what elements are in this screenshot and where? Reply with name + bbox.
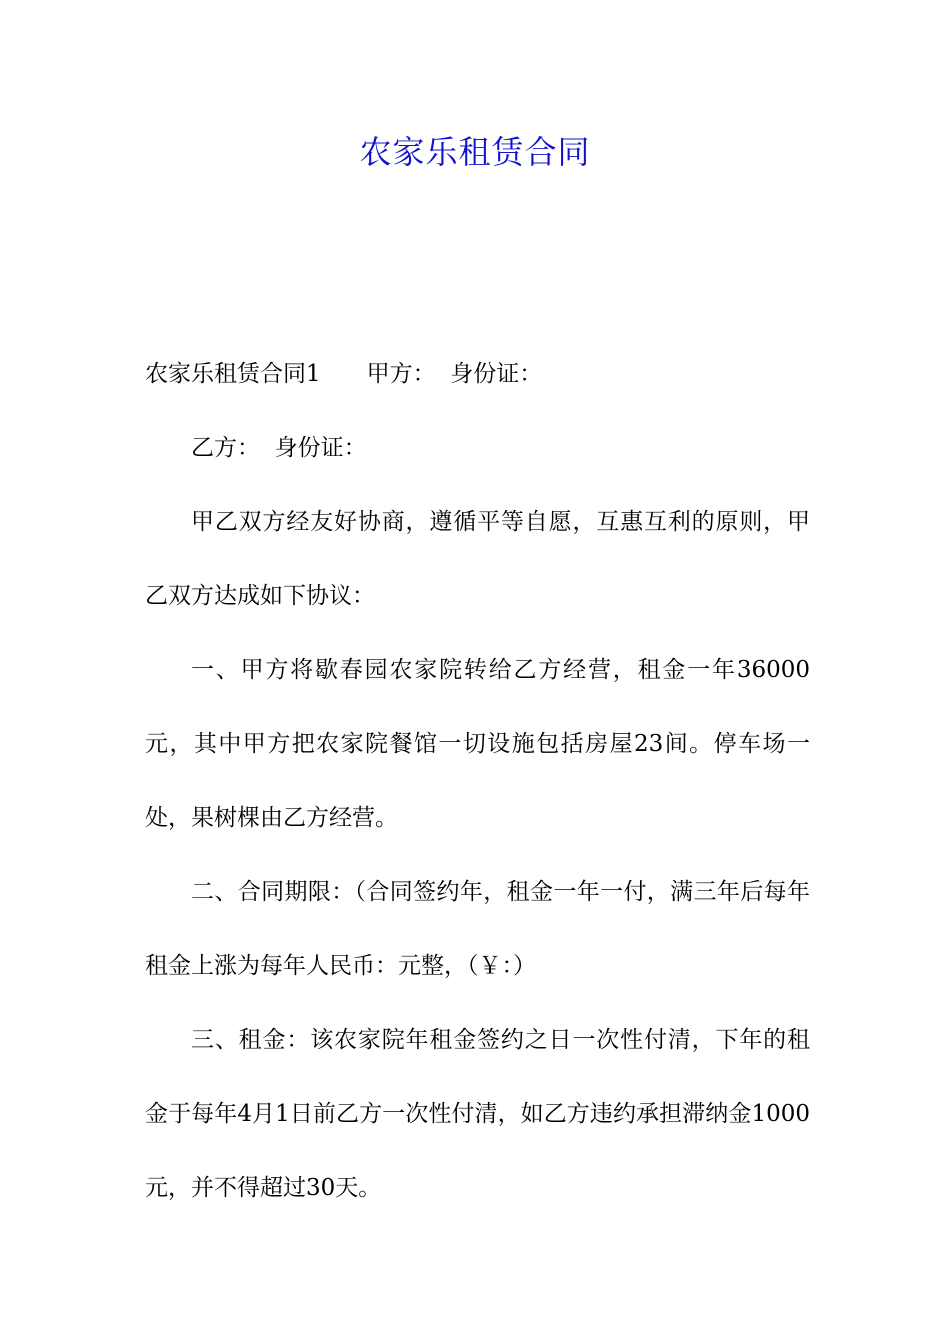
document-body bbox=[145, 337, 810, 1225]
party-b-line bbox=[145, 411, 810, 485]
header-line bbox=[145, 337, 810, 411]
paragraph-clause-1: 一、甲方将歇春园农家院转给乙方经营，租金一年36000元，其中甲方把农家院餐馆一切设施包括房屋23间。停车场一处，果树棵由乙方经营。 bbox=[145, 657, 810, 831]
party-a-label: 甲方： bbox=[366, 361, 436, 387]
party-b-label: 乙方： bbox=[191, 435, 260, 461]
contract-heading: 农家乐租赁合同1 bbox=[145, 361, 321, 387]
paragraph-clause-3: 三、租金：该农家院年租金签约之日一次性付清，下年的租金于每年4月1日前乙方一次性付清，如乙方违约承担滞纳金1000元，并不得超过30天。 bbox=[145, 1027, 810, 1201]
party-a-id-label: 身份证： bbox=[450, 361, 543, 387]
document-title: 农家乐租赁合同 bbox=[359, 133, 591, 171]
paragraph-clause-2: 二、合同期限：（合同签约年，租金一年一付，满三年后每年租金上涨为每年人民币：元整，（￥：） bbox=[145, 879, 810, 979]
party-b-id-label: 身份证： bbox=[274, 435, 367, 461]
paragraph-intro: 甲乙双方经友好协商，遵循平等自愿，互惠互利的原则，甲乙双方达成如下协议： bbox=[145, 509, 810, 609]
